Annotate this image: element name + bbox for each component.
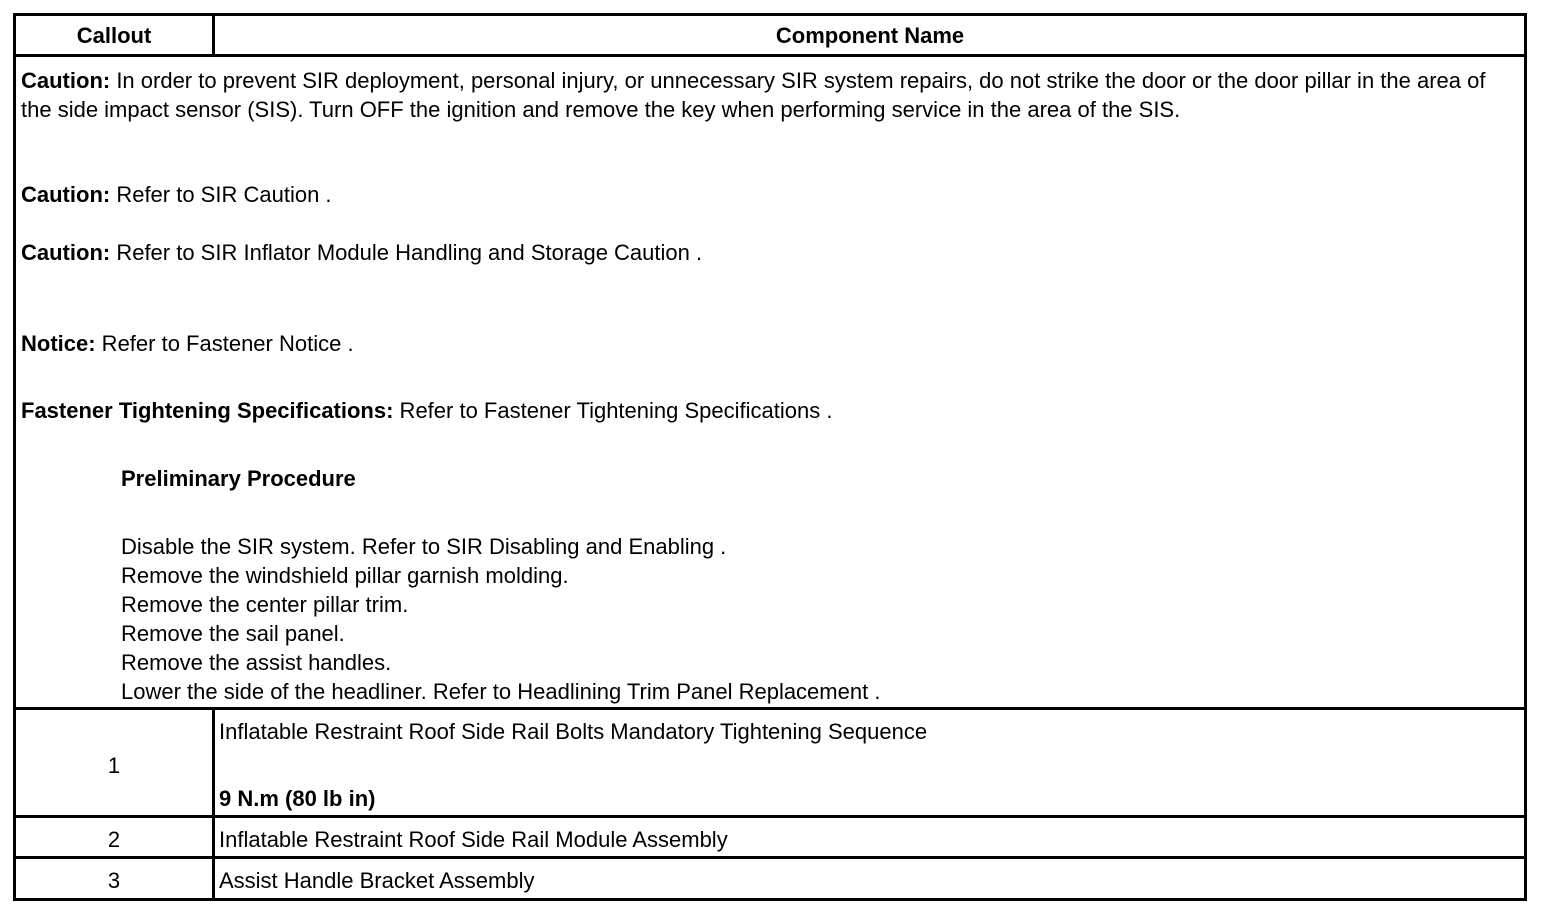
caution-text: In order to prevent SIR deployment, personal injury, or unnecessary SIR system repairs, do not strike the door or the door pillar in the area of the side impact sensor (SIS). Turn OFF the ignition and remove the key when performing service in the area of the SIS. [21,68,1486,122]
fastener-text: Refer to Fastener Tightening Specifications . [393,398,833,423]
caution-label: Caution: [21,182,111,207]
notice-label: Notice: [21,331,96,356]
row-1-callout: 1 [107,753,121,778]
row-2-callout: 2 [107,827,121,852]
procedure-step: Remove the center pillar trim. [121,592,409,617]
notes-divider [16,707,1524,710]
row1-divider [16,815,1524,818]
procedure-step: Remove the assist handles. [121,650,392,675]
row-3-callout: 3 [107,868,121,893]
caution-label: Caution: [21,68,111,93]
procedure-step: Remove the windshield pillar garnish molding. [121,563,569,588]
row2-divider [16,856,1524,859]
procedure-step: Disable the SIR system. Refer to SIR Disabling and Enabling . [121,534,727,559]
procedure-step: Lower the side of the headliner. Refer to Headlining Trim Panel Replacement . [121,679,881,704]
procedure-step: Remove the sail panel. [121,621,345,646]
row-2-component-name: Inflatable Restraint Roof Side Rail Module Assembly [219,827,728,852]
notice-text: Refer to Fastener Notice . [95,331,354,356]
row-3-component-name: Assist Handle Bracket Assembly [219,868,535,893]
rows-column-divider [212,707,215,901]
fastener-label: Fastener Tightening Specifications: [21,398,394,423]
component-table [13,13,1527,901]
callout-header: Callout [76,23,152,48]
notice-fastener [21,329,354,358]
row-1-component-name: Inflatable Restraint Roof Side Rail Bolts Mandatory Tightening Sequence [219,719,928,744]
caution-label: Caution: [21,240,111,265]
component-name-header: Component Name [775,23,965,48]
fastener-tightening-specifications [21,396,832,425]
row-1-torque-spec: 9 N.m (80 lb in) [219,786,376,811]
caution-text: Refer to SIR Caution . [110,182,332,207]
preliminary-procedure-title: Preliminary Procedure [121,466,356,491]
caution-text: Refer to SIR Inflator Module Handling and Storage Caution . [110,240,703,265]
caution-sir-deployment [21,66,1521,124]
header-divider [16,54,1524,57]
caution-sir-caution [21,180,332,209]
caution-inflator-module [21,238,702,267]
